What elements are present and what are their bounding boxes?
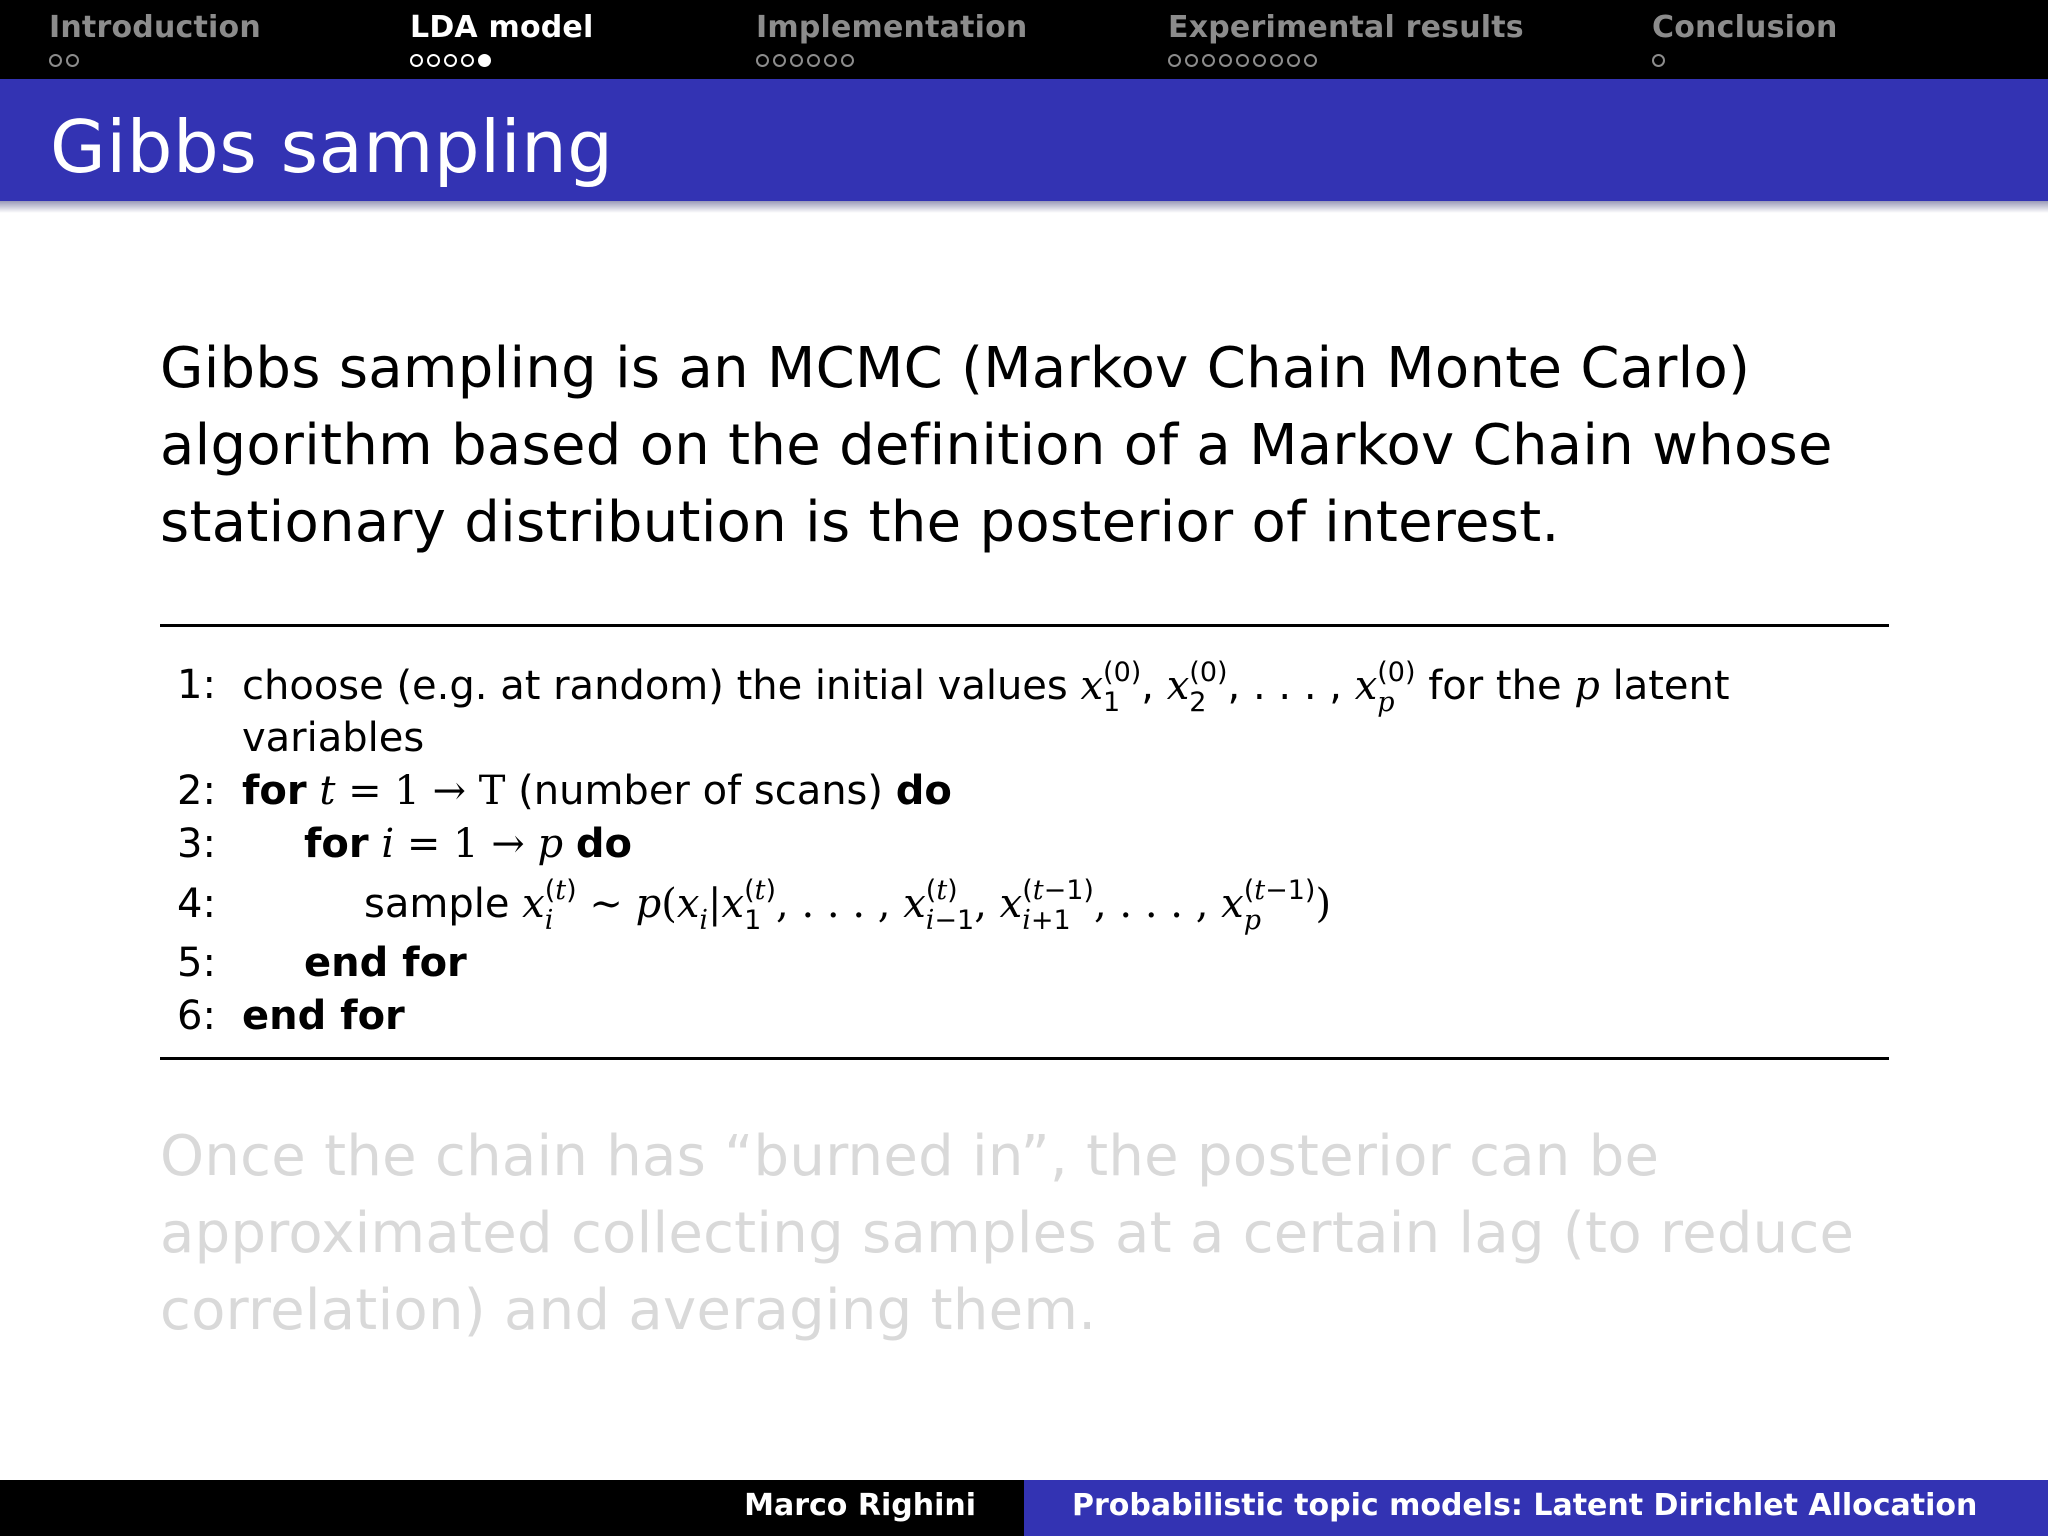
algorithm-line-1 [160, 657, 1889, 718]
nav-dots [1168, 51, 1524, 69]
algorithm-line-2 [160, 765, 1889, 818]
line-number: 6: [177, 993, 216, 1039]
nav-dots [1652, 51, 1838, 69]
nav-section-lda-model[interactable] [410, 10, 593, 69]
line-1-text: choose (e.g. at random) the initial values [242, 663, 1068, 709]
nav-section-conclusion[interactable] [1652, 10, 1838, 69]
nav-dots [410, 51, 593, 69]
frame-dot[interactable] [773, 54, 786, 67]
frame-dot[interactable] [807, 54, 820, 67]
math-var-x: x [1080, 663, 1104, 709]
line-2-content [242, 765, 952, 818]
nav-section-introduction[interactable] [49, 10, 261, 69]
loop-end-p: p [537, 821, 564, 867]
keyword-do: do [895, 768, 952, 814]
current-frame-dot[interactable] [478, 54, 491, 67]
frame-dot[interactable] [824, 54, 837, 67]
line-number: 3: [177, 821, 216, 867]
footer-author: Marco Righini [744, 1488, 976, 1523]
nav-section-implementation[interactable] [756, 10, 1027, 69]
nav-dots [49, 51, 261, 69]
frame-dot[interactable] [444, 54, 457, 67]
line-number: 1: [177, 662, 216, 708]
line-number: 2: [177, 768, 216, 814]
frame-title-bar [0, 79, 2048, 201]
line-1-end: latent [1612, 663, 1730, 709]
keyword-for: for [242, 768, 307, 814]
frame-dot[interactable] [1202, 54, 1215, 67]
frame-dot[interactable] [1219, 54, 1232, 67]
math-script: (0) 2 [1189, 657, 1228, 718]
keyword-do: do [575, 821, 632, 867]
line-4-content: sample x (t) i ∼ p(x i |x (t) 1 , . . . , x (t) i−1 , x (t−1) i+1 , . . . , x (t−1) p ) [364, 875, 1332, 936]
line-3-content [304, 818, 632, 871]
footer-title-box [1024, 1480, 2048, 1536]
nav-section-experimental-results[interactable] [1168, 10, 1524, 69]
frame-dot[interactable] [1253, 54, 1266, 67]
frame-dot[interactable] [790, 54, 803, 67]
algorithm-line-4 [160, 871, 1889, 937]
frame-dot[interactable] [1168, 54, 1181, 67]
line-1-content: choose (e.g. at random) the initial values x (0) 1 , x (0) 2 , . . . , x (0) p for the p latent [242, 657, 1730, 718]
frame-dot[interactable] [1270, 54, 1283, 67]
math-script: (0) p [1377, 657, 1416, 718]
nav-dots [756, 51, 1027, 69]
math-script: (0) 1 [1103, 657, 1142, 718]
loop-var-i: i [381, 821, 395, 867]
outro-paragraph: Once the chain has “burned in”, the posterior can be approximated collecting samples at a certain lag (to reduce correlation) and averaging them. [160, 1124, 1855, 1343]
frame-dot[interactable] [410, 54, 423, 67]
footer-author-box [0, 1480, 1024, 1536]
math-var-x: x [1166, 663, 1190, 709]
slide-title: Gibbs sampling [50, 105, 614, 189]
keyword-for: for [304, 821, 369, 867]
line-number: 5: [177, 940, 216, 986]
math-var-x: x [1354, 663, 1378, 709]
keyword-sample: sample [364, 881, 510, 927]
algorithm-line-3 [160, 818, 1889, 871]
keyword-end-for: end for [242, 993, 405, 1039]
frame-dot[interactable] [841, 54, 854, 67]
line-1-var: p [1574, 663, 1600, 709]
title-bar-shadow [0, 201, 2048, 213]
nav-label: Experimental results [1168, 10, 1524, 45]
frame-dot[interactable] [427, 54, 440, 67]
line-1-continuation: variables [242, 715, 425, 761]
algorithm-line-1-cont [160, 712, 1889, 765]
algorithm-block [160, 658, 1889, 1043]
nav-label: Implementation [756, 10, 1028, 45]
nav-label: LDA model [410, 10, 594, 45]
navigation-bar [0, 0, 2048, 79]
loop-range: = 1 → T [348, 768, 506, 814]
nav-label: Conclusion [1652, 10, 1838, 45]
loop-note: (number of scans) [518, 768, 883, 814]
line-1-tail: for the [1428, 663, 1562, 709]
frame-dot[interactable] [756, 54, 769, 67]
frame-dot[interactable] [1185, 54, 1198, 67]
loop-var-t: t [319, 768, 336, 814]
algorithm-bottom-rule [160, 1057, 1889, 1060]
math-script: (t) i [544, 875, 577, 936]
algorithm-line-5 [160, 937, 1889, 990]
frame-dot[interactable] [1236, 54, 1249, 67]
footer-talk-title: Probabilistic topic models: Latent Dirichlet Allocation [1072, 1488, 1978, 1523]
frame-dot[interactable] [1304, 54, 1317, 67]
loop-range: = 1 → [406, 821, 525, 867]
nav-label: Introduction [49, 10, 261, 45]
algorithm-top-rule [160, 624, 1889, 627]
keyword-end-for: end for [304, 940, 467, 986]
frame-dot[interactable] [1287, 54, 1300, 67]
line-number: 4: [177, 881, 216, 927]
intro-paragraph: Gibbs sampling is an MCMC (Markov Chain Monte Carlo) algorithm based on the definition of a Markov Chain whose stationary distribution is the posterior of interest. [160, 336, 1833, 555]
algorithm-line-6 [160, 990, 1889, 1043]
frame-dot[interactable] [461, 54, 474, 67]
frame-dot[interactable] [49, 54, 62, 67]
frame-dot[interactable] [66, 54, 79, 67]
frame-dot[interactable] [1652, 54, 1665, 67]
